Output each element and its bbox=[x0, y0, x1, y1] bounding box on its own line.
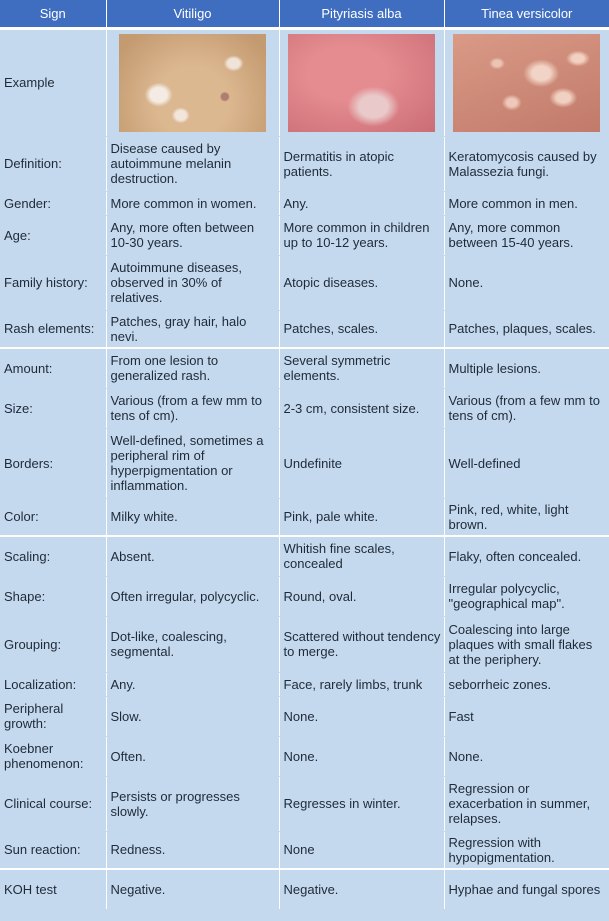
tinea-cell: Keratomycosis caused by Malassezia fungi. bbox=[444, 136, 609, 191]
tinea-cell: None. bbox=[444, 736, 609, 776]
header-row bbox=[0, 0, 609, 28]
pityriasis-cell: Regresses in winter. bbox=[279, 776, 444, 831]
tinea-cell: Regression with hypopigmentation. bbox=[444, 831, 609, 869]
example-row bbox=[0, 28, 609, 136]
pityriasis-alba-example-photo bbox=[288, 34, 435, 132]
pityriasis-cell: Atopic diseases. bbox=[279, 255, 444, 310]
vitiligo-cell: Various (from a few mm to tens of cm). bbox=[106, 388, 279, 428]
header-sign: Sign bbox=[0, 0, 106, 28]
table-row bbox=[0, 776, 609, 831]
sign-cell: Age: bbox=[0, 215, 106, 255]
pityriasis-cell: Face, rarely limbs, trunk bbox=[279, 672, 444, 696]
table-row bbox=[0, 388, 609, 428]
pityriasis-cell: 2-3 cm, consistent size. bbox=[279, 388, 444, 428]
sign-cell: Scaling: bbox=[0, 536, 106, 576]
vitiligo-cell: More common in women. bbox=[106, 191, 279, 215]
pityriasis-cell: Whitish fine scales, concealed bbox=[279, 536, 444, 576]
vitiligo-example-photo bbox=[119, 34, 266, 132]
table-row bbox=[0, 536, 609, 576]
pityriasis-cell: Patches, scales. bbox=[279, 310, 444, 348]
sign-cell: Clinical course: bbox=[0, 776, 106, 831]
pityriasis-cell: Several symmetric elements. bbox=[279, 348, 444, 388]
pityriasis-cell: Round, oval. bbox=[279, 576, 444, 616]
tinea-cell: Any, more common between 15-40 years. bbox=[444, 215, 609, 255]
vitiligo-cell: Absent. bbox=[106, 536, 279, 576]
tinea-cell: Fast bbox=[444, 696, 609, 736]
tinea-cell: Regression or exacerbation in summer, relapses. bbox=[444, 776, 609, 831]
tinea-cell: Well-defined bbox=[444, 428, 609, 498]
table-row bbox=[0, 348, 609, 388]
tinea-cell: Flaky, often concealed. bbox=[444, 536, 609, 576]
pityriasis-cell: Negative. bbox=[279, 869, 444, 909]
tinea-cell: None. bbox=[444, 255, 609, 310]
vitiligo-cell: Any. bbox=[106, 672, 279, 696]
vitiligo-cell: Dot-like, coalescing, segmental. bbox=[106, 616, 279, 672]
vitiligo-cell: Well-defined, sometimes a peripheral rim of hyperpigmentation or inflammation. bbox=[106, 428, 279, 498]
pityriasis-cell: Pink, pale white. bbox=[279, 498, 444, 536]
tinea-cell: seborrheic zones. bbox=[444, 672, 609, 696]
table-row bbox=[0, 672, 609, 696]
tinea-cell: More common in men. bbox=[444, 191, 609, 215]
tinea-cell: Pink, red, white, light brown. bbox=[444, 498, 609, 536]
sign-cell: Color: bbox=[0, 498, 106, 536]
tinea-cell: Hyphae and fungal spores bbox=[444, 869, 609, 909]
table-row bbox=[0, 576, 609, 616]
sign-cell: Koebner phenomenon: bbox=[0, 736, 106, 776]
table-row bbox=[0, 831, 609, 869]
pityriasis-cell: None. bbox=[279, 696, 444, 736]
pityriasis-cell: None. bbox=[279, 736, 444, 776]
vitiligo-cell: Patches, gray hair, halo nevi. bbox=[106, 310, 279, 348]
vitiligo-cell: Autoimmune diseases, observed in 30% of relatives. bbox=[106, 255, 279, 310]
table-row bbox=[0, 736, 609, 776]
tinea-cell: Multiple lesions. bbox=[444, 348, 609, 388]
vitiligo-cell: From one lesion to generalized rash. bbox=[106, 348, 279, 388]
header-tinea-versicolor: Tinea versicolor bbox=[444, 0, 609, 28]
vitiligo-cell: Persists or progresses slowly. bbox=[106, 776, 279, 831]
vitiligo-cell: Often. bbox=[106, 736, 279, 776]
tinea-cell: Various (from a few mm to tens of cm). bbox=[444, 388, 609, 428]
sign-cell: Family history: bbox=[0, 255, 106, 310]
vitiligo-cell: Negative. bbox=[106, 869, 279, 909]
sign-cell: Borders: bbox=[0, 428, 106, 498]
tinea-cell: Patches, plaques, scales. bbox=[444, 310, 609, 348]
sign-cell: Grouping: bbox=[0, 616, 106, 672]
tinea-cell: Coalescing into large plaques with small flakes at the periphery. bbox=[444, 616, 609, 672]
table-row bbox=[0, 498, 609, 536]
sign-cell: Definition: bbox=[0, 136, 106, 191]
vitiligo-cell: Milky white. bbox=[106, 498, 279, 536]
header-vitiligo: Vitiligo bbox=[106, 0, 279, 28]
vitiligo-cell: Redness. bbox=[106, 831, 279, 869]
tinea-cell: Irregular polycyclic, "geographical map". bbox=[444, 576, 609, 616]
sign-cell: Size: bbox=[0, 388, 106, 428]
sign-cell: Shape: bbox=[0, 576, 106, 616]
sign-cell: Localization: bbox=[0, 672, 106, 696]
example-label: Example bbox=[0, 28, 106, 136]
table-row bbox=[0, 255, 609, 310]
tinea-versicolor-example-photo bbox=[453, 34, 600, 132]
pityriasis-cell: More common in children up to 10-12 years. bbox=[279, 215, 444, 255]
pityriasis-cell: Undefinite bbox=[279, 428, 444, 498]
sign-cell: Sun reaction: bbox=[0, 831, 106, 869]
pityriasis-cell: Any. bbox=[279, 191, 444, 215]
sign-cell: Peripheral growth: bbox=[0, 696, 106, 736]
table-row bbox=[0, 310, 609, 348]
pityriasis-cell: Scattered without tendency to merge. bbox=[279, 616, 444, 672]
table-row bbox=[0, 616, 609, 672]
vitiligo-cell: Disease caused by autoimmune melanin destruction. bbox=[106, 136, 279, 191]
vitiligo-cell: Often irregular, polycyclic. bbox=[106, 576, 279, 616]
sign-cell: KOH test bbox=[0, 869, 106, 909]
table-row bbox=[0, 428, 609, 498]
table-row bbox=[0, 696, 609, 736]
pityriasis-cell: Dermatitis in atopic patients. bbox=[279, 136, 444, 191]
sign-cell: Gender: bbox=[0, 191, 106, 215]
pityriasis-cell: None bbox=[279, 831, 444, 869]
sign-cell: Rash elements: bbox=[0, 310, 106, 348]
vitiligo-cell: Any, more often between 10-30 years. bbox=[106, 215, 279, 255]
header-pityriasis-alba: Pityriasis alba bbox=[279, 0, 444, 28]
vitiligo-cell: Slow. bbox=[106, 696, 279, 736]
sign-cell: Amount: bbox=[0, 348, 106, 388]
table-row bbox=[0, 136, 609, 191]
table-row bbox=[0, 215, 609, 255]
table-row bbox=[0, 869, 609, 909]
table-row bbox=[0, 191, 609, 215]
